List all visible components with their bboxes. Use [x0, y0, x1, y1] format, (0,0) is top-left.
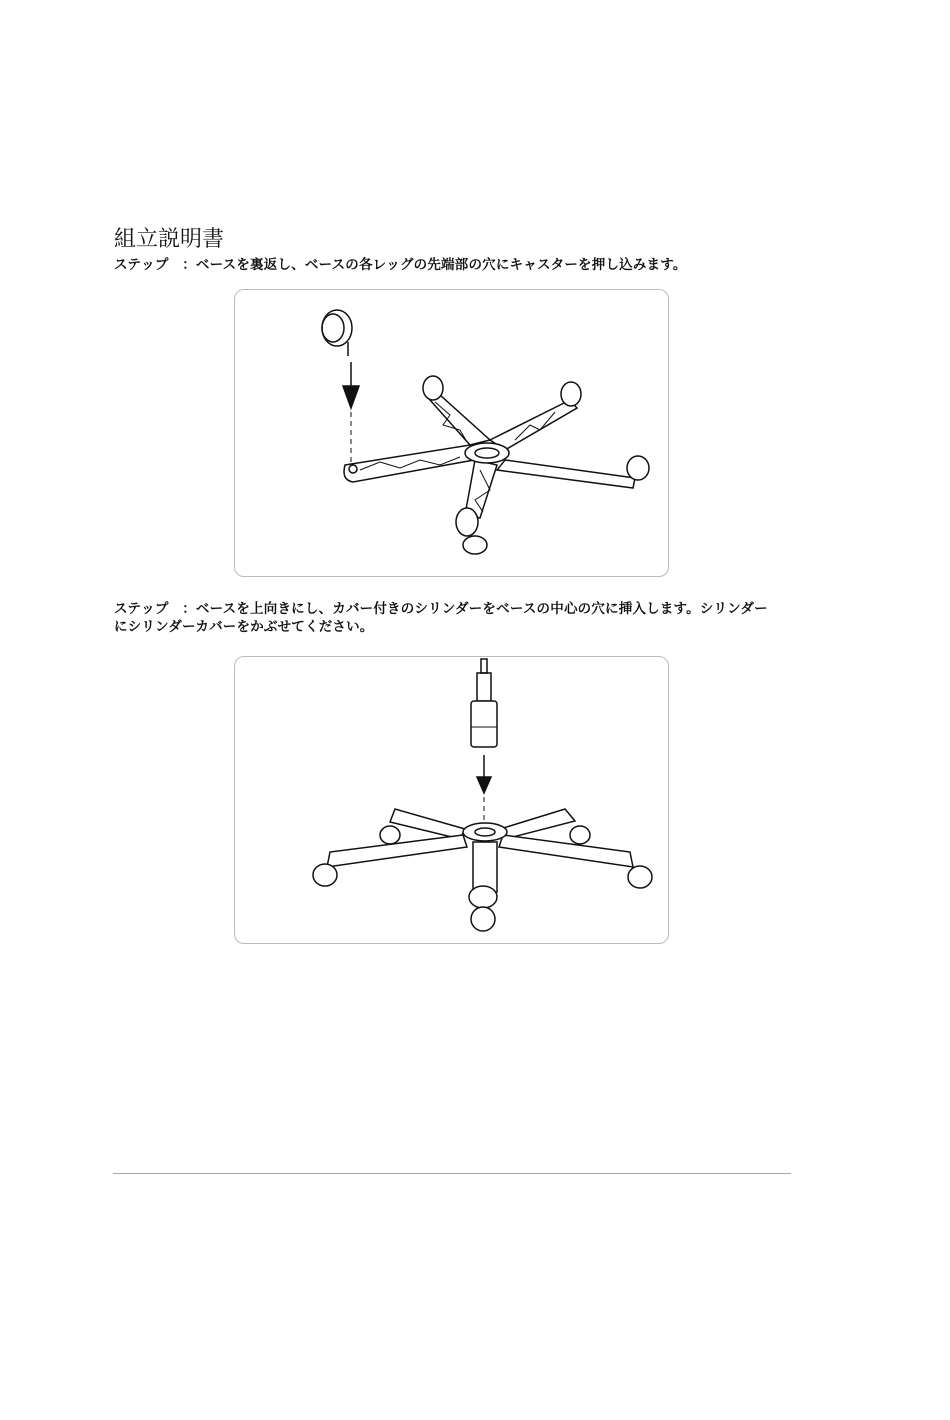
step-1-illustration [234, 289, 669, 577]
arrow-down-icon [477, 755, 491, 825]
gas-cylinder-icon [471, 659, 497, 747]
footer-divider [113, 1173, 791, 1174]
chair-base-upright [313, 809, 652, 931]
page-title: 組立説明書 [114, 227, 225, 252]
step-1-instruction: ステップ ：ベースを裏返し、ベースの各レッグの先端部の穴にキャスターを押し込みます。 [114, 257, 687, 273]
step-2-illustration [234, 656, 669, 944]
chair-base-upside-down [344, 376, 649, 554]
step-2-instruction: ステップ ：ベースを上向きにし、カバー付きのシリンダーをベースの中心の穴に挿入します。シリンダーにシリンダーカバーをかぶせてください。 [114, 601, 768, 635]
arrow-down-icon [343, 362, 359, 462]
caster-icon [322, 310, 352, 356]
